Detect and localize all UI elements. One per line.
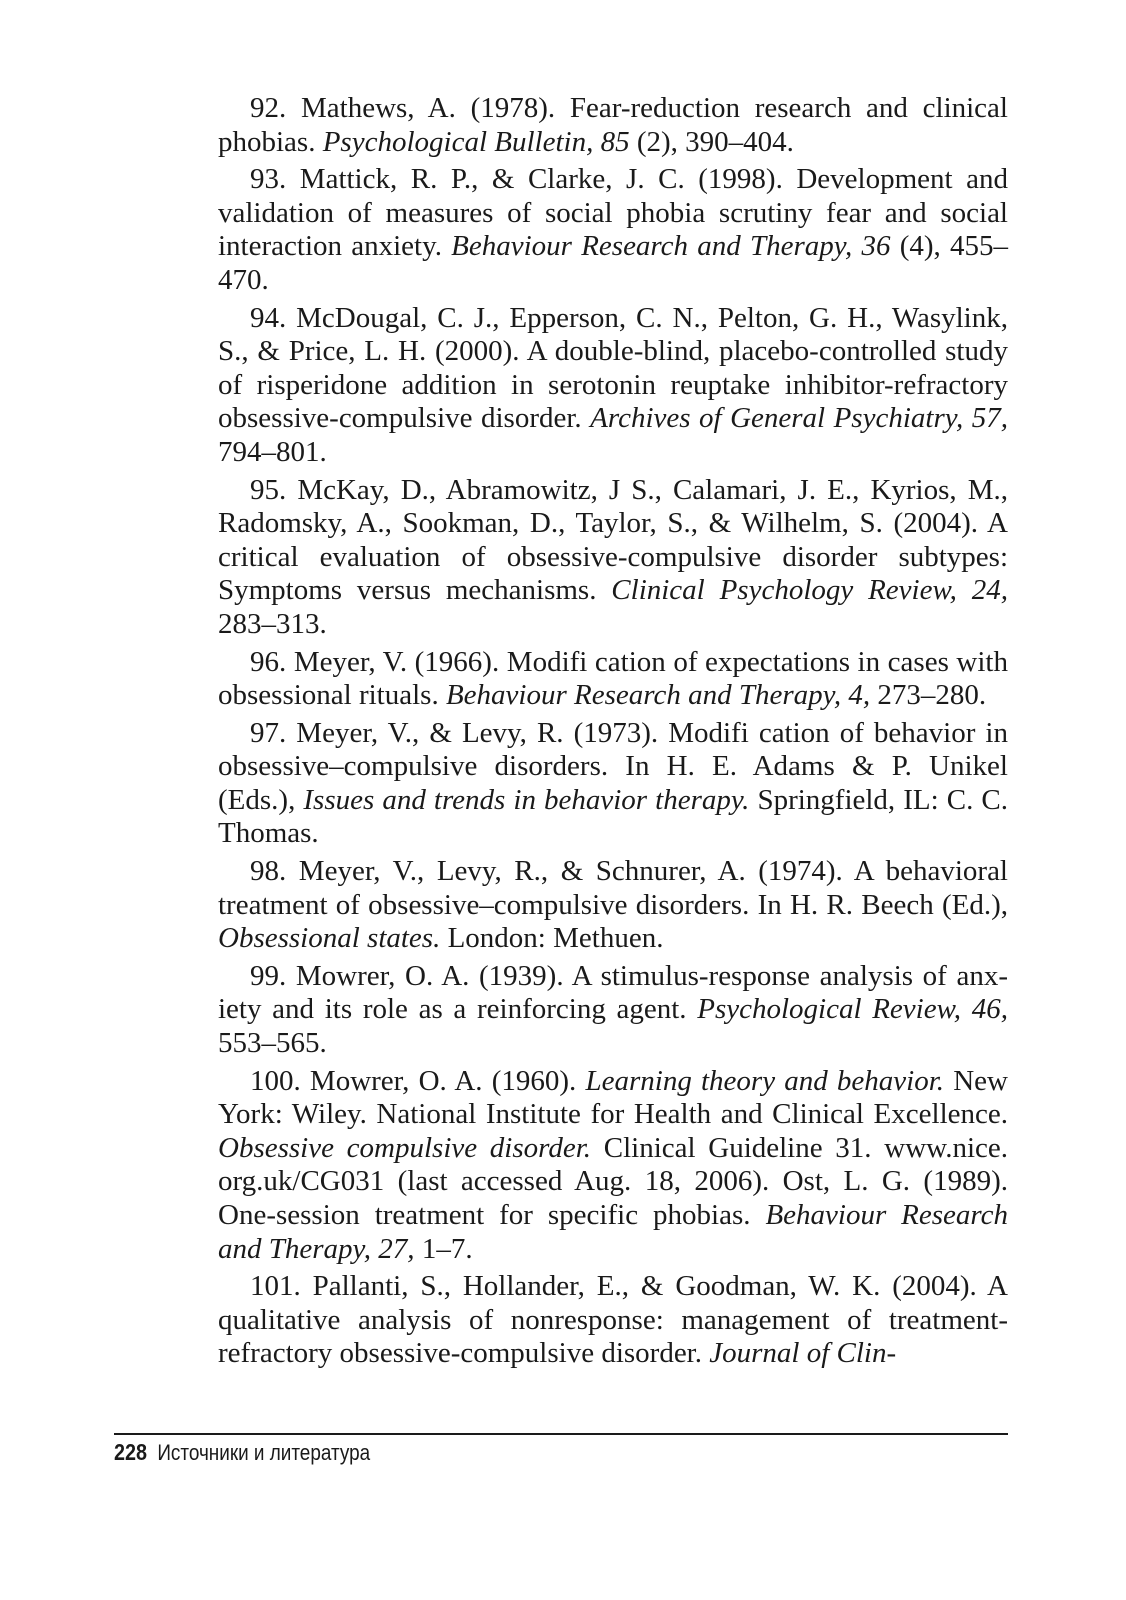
page-number: 228 xyxy=(114,1439,148,1465)
reference-text: 100. Mowrer, O. A. (1960). xyxy=(250,1064,586,1097)
reference-entry xyxy=(218,1270,1008,1371)
reference-text: 283–313. xyxy=(218,607,327,640)
reference-text: 96. Meyer, V. (1966). Modifi cation of expectations in cases with obsessional rituals. xyxy=(218,645,1008,712)
reference-text: Clinical Guideline 31. www.nice. org.uk/CG031 (last accessed Aug. 18, 2006). Ost, L. G. (1989). One-session treatment for specific phobias. xyxy=(218,1131,1008,1231)
reference-text: 92. Mathews, A. (1978). Fear-reduction research and clinical phobias. xyxy=(218,92,1008,158)
reference-text: 553–565. xyxy=(218,1027,327,1060)
reference-entry xyxy=(218,92,1008,159)
reference-source-title: Obsessional states. xyxy=(218,922,441,955)
reference-text: London: Methuen. xyxy=(440,922,664,955)
reference-text: Springfield, IL: C. C. Thomas. xyxy=(218,783,1008,850)
reference-entry xyxy=(218,1065,1008,1267)
reference-entry xyxy=(218,302,1008,470)
reference-text: 794–801. xyxy=(218,435,327,468)
reference-text: 93. Mattick, R. P., & Clarke, J. C. (1998). Development and validation of measures of social phobia scrutiny fear and social interaction anxiety. xyxy=(218,163,1008,263)
reference-source-title: Archives of General Psychiatry, 57, xyxy=(590,402,1008,435)
reference-entry xyxy=(218,163,1008,297)
reference-source-title: Journal of Clin- xyxy=(709,1337,897,1370)
reference-text: New York: Wiley. National Institute for Health and Clinical Excellence. xyxy=(218,1064,1008,1131)
reference-source-title: Issues and trends in behavior therapy. xyxy=(303,783,750,816)
reference-source-title: Psychological Review, 46, xyxy=(697,993,1008,1026)
reference-text: 273–280. xyxy=(870,679,987,712)
reference-source-title: Behaviour Research and Therapy, 36 xyxy=(451,230,891,263)
reference-text: 94. McDougal, C. J., Epperson, C. N., Pelton, G. H., Wasylink, S., & Price, L. H. (2000). A double-blind, placebo-controlled study of risperidone addition in serotonin reuptake inhibitor-refractory obsessive-compulsive disorder. xyxy=(218,301,1008,435)
reference-source-title: Behaviour Research and Therapy, 27, xyxy=(218,1199,1009,1265)
reference-text: 99. Mowrer, O. A. (1939). A stimulus-response analysis of anxiety and its role as a reinforcing agent. xyxy=(218,959,1008,1026)
reference-entry xyxy=(218,474,1008,642)
running-title: Источники и литература xyxy=(157,1440,371,1465)
footer-divider xyxy=(114,1433,1008,1435)
reference-entry xyxy=(218,855,1008,956)
reference-text: 97. Meyer, V., & Levy, R. (1973). Modifi cation of behavior in obsessive–compulsive disorders. In H. E. Adams & P. Unikel (Eds.), xyxy=(218,716,1008,816)
reference-text: 101. Pallanti, S., Hollander, E., & Goodman, W. K. (2004). A qualitative analysis of nonresponse: management of treatment-refractory obsessive-compulsive disorder. xyxy=(218,1270,1008,1370)
page-footer xyxy=(114,1438,370,1467)
reference-text: 95. McKay, D., Abramowitz, J S., Calamari, J. E., Kyrios, M., Radomsky, A., Sookman, D., Taylor, S., & Wilhelm, S. (2004). A critical evaluation of obsessive-compulsive disorder subtypes: Symptoms versus mechanisms. xyxy=(218,473,1008,607)
reference-list xyxy=(218,92,1008,1375)
reference-text: 98. Meyer, V., Levy, R., & Schnurer, A. (1974). A behavioral treatment of obsessive–compulsive disorders. In H. R. Beech (Ed.), xyxy=(218,855,1008,921)
reference-entry xyxy=(218,646,1008,713)
reference-source-title: Psychological Bulletin, 85 xyxy=(322,125,630,158)
reference-entry xyxy=(218,960,1008,1061)
reference-entry xyxy=(218,717,1008,851)
reference-text: (2), 390–404. xyxy=(629,125,794,158)
reference-source-title: Obsessive compulsive disorder. xyxy=(218,1131,592,1164)
reference-source-title: Clinical Psychology Review, 24, xyxy=(611,574,1008,607)
reference-text: (4), 455–470. xyxy=(218,230,1008,296)
reference-text: 1–7. xyxy=(414,1232,473,1265)
reference-source-title: Behaviour Research and Therapy, 4, xyxy=(445,679,871,712)
reference-source-title: Learning theory and behavior. xyxy=(585,1064,945,1097)
